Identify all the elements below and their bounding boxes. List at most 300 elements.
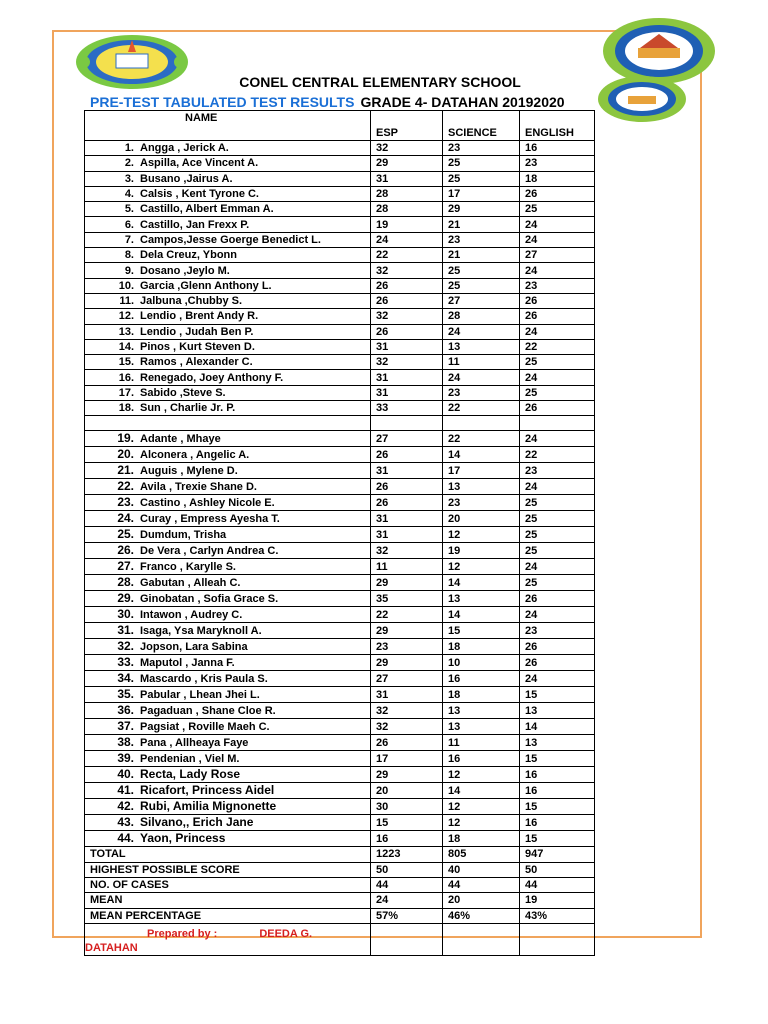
table-row [85,543,595,559]
student-number: 22. [117,479,134,494]
esp-score: 29 [371,767,443,783]
student-cell [85,232,371,247]
english-score: 15 [520,799,595,815]
table-row [85,463,595,479]
student-number: 34. [117,671,134,686]
student-name: De Vera , Carlyn Andrea C. [140,545,279,558]
esp-score: 32 [371,355,443,370]
prepared-by-name: DEEDA G. [259,927,313,940]
esp-score: 26 [371,324,443,339]
english-score: 13 [520,703,595,719]
student-number: 18. [118,402,134,415]
esp-summary: 24 [371,893,443,908]
student-number: 4. [124,188,134,201]
student-cell [85,479,371,495]
student-name: Castillo, Albert Emman A. [140,203,274,216]
student-number: 7. [124,233,134,246]
english-score: 24 [520,217,595,232]
esp-score: 29 [371,575,443,591]
table-row [85,671,595,687]
science-score: 17 [443,186,520,201]
science-score: 22 [443,431,520,447]
science-score: 13 [443,719,520,735]
student-name: Pagsiat , Roville Maeh C. [140,721,270,734]
student-cell [85,141,371,156]
esp-score: 26 [371,293,443,308]
science-score: 24 [443,324,520,339]
english-score: 14 [520,719,595,735]
science-summary: 46% [443,908,520,923]
english-score: 16 [520,815,595,831]
english-score: 26 [520,186,595,201]
report-title [90,94,565,110]
table-row [85,639,595,655]
student-number: 2. [124,157,134,170]
english-score: 24 [520,607,595,623]
student-cell [85,735,371,751]
esp-score: 31 [371,171,443,186]
student-name: Busano ,Jairus A. [140,172,233,185]
table-row [85,831,595,847]
english-summary: 50 [520,862,595,877]
student-cell [85,591,371,607]
student-name: Garcia ,Glenn Anthony L. [140,279,272,292]
table-row [85,156,595,171]
english-score: 26 [520,655,595,671]
student-name: Sun , Charlie Jr. P. [140,402,236,415]
student-name: Mascardo , Kris Paula S. [140,673,268,686]
english-score: 25 [520,355,595,370]
summary-label: HIGHEST POSSIBLE SCORE [85,862,371,877]
table-row [85,815,595,831]
table-row [85,559,595,575]
student-number: 12. [118,310,134,323]
student-number: 14. [118,341,134,353]
student-cell [85,719,371,735]
table-row [85,511,595,527]
table-row [85,447,595,463]
student-name: Pagaduan , Shane Cloe R. [140,705,276,718]
table-row [85,591,595,607]
summary-row [85,893,595,908]
student-number: 19. [117,431,134,446]
science-score: 20 [443,511,520,527]
table-row [85,495,595,511]
summary-row [85,877,595,892]
table-row [85,767,595,783]
english-summary: 19 [520,893,595,908]
table-row [85,655,595,671]
science-score: 16 [443,671,520,687]
student-number: 24. [117,511,134,526]
table-row [85,799,595,815]
esp-score: 15 [371,815,443,831]
student-number: 11. [119,295,134,308]
student-cell [85,815,371,831]
science-score: 11 [443,735,520,751]
school-name: CONEL CENTRAL ELEMENTARY SCHOOL [239,74,521,90]
english-score: 25 [520,527,595,543]
esp-score: 16 [371,831,443,847]
table-row [85,479,595,495]
esp-score: 31 [371,687,443,703]
prepared-by-row [85,923,595,955]
esp-score: 31 [371,463,443,479]
student-name: Curay , Empress Ayesha T. [140,513,280,526]
student-number: 35. [117,687,134,702]
esp-score: 32 [371,719,443,735]
english-summary: 43% [520,908,595,923]
student-cell [85,431,371,447]
english-score: 25 [520,511,595,527]
student-name: Dumdum, Trisha [140,529,227,542]
english-score: 24 [520,324,595,339]
student-cell [85,687,371,703]
student-name: Lendio , Judah Ben P. [140,325,254,338]
student-number: 37. [117,719,134,734]
english-score: 25 [520,495,595,511]
student-name: Isaga, Ysa Maryknoll A. [140,625,262,638]
report-title-grade: GRADE 4- DATAHAN 20192020 [360,94,565,110]
student-cell [85,355,371,370]
student-name: Adante , Mhaye [140,433,221,446]
report-title-main: PRE-TEST TABULATED TEST RESULTS [90,94,355,110]
student-name: Pana , Allheaya Faye [140,737,249,750]
esp-summary: 44 [371,877,443,892]
student-cell [85,248,371,263]
esp-score: 27 [371,671,443,687]
student-cell [85,339,371,354]
english-summary: 947 [520,847,595,862]
science-score: 18 [443,687,520,703]
english-score: 26 [520,591,595,607]
esp-score: 29 [371,156,443,171]
student-number: 8. [124,249,134,262]
student-number: 15. [118,356,134,369]
english-score: 24 [520,671,595,687]
student-cell [85,527,371,543]
esp-score: 23 [371,639,443,655]
prepared-by-cell [85,923,371,955]
english-score: 23 [520,156,595,171]
english-score: 26 [520,639,595,655]
student-number: 40. [117,767,134,782]
table-row [85,293,595,308]
student-cell [85,767,371,783]
english-score: 22 [520,339,595,354]
table-row [85,623,595,639]
student-name: Calsis , Kent Tyrone C. [140,188,259,201]
student-cell [85,278,371,293]
english-score: 24 [520,263,595,278]
table-row [85,607,595,623]
table-row [85,385,595,400]
summary-label: TOTAL [85,847,371,862]
student-name: Pabular , Lhean Jhei L. [140,689,260,702]
esp-score: 29 [371,623,443,639]
esp-score: 27 [371,431,443,447]
student-number: 29. [117,591,134,606]
science-score: 18 [443,831,520,847]
student-cell [85,495,371,511]
esp-score: 31 [371,511,443,527]
english-score: 16 [520,783,595,799]
student-number: 23. [117,495,134,510]
student-cell [85,607,371,623]
esp-score: 26 [371,735,443,751]
table-row [85,370,595,385]
student-cell [85,559,371,575]
english-score: 25 [520,385,595,400]
table-row [85,232,595,247]
table-row [85,309,595,324]
student-cell [85,543,371,559]
student-name: Rubi, Amilia Mignonette [140,799,277,814]
science-score: 19 [443,543,520,559]
science-score: 11 [443,355,520,370]
student-number: 16. [118,371,134,384]
esp-score: 31 [371,527,443,543]
student-name: Castillo, Jan Frexx P. [140,218,250,231]
student-number: 33. [117,655,134,670]
table-row [85,735,595,751]
science-score: 25 [443,171,520,186]
student-name: Sabido ,Steve S. [140,386,226,399]
summary-row [85,908,595,923]
esp-score: 26 [371,447,443,463]
student-number: 42. [117,799,134,814]
english-score: 25 [520,543,595,559]
results-table [84,110,595,956]
science-score: 25 [443,263,520,278]
student-cell [85,671,371,687]
student-name: Jopson, Lara Sabina [140,641,248,654]
esp-score: 32 [371,703,443,719]
student-cell [85,171,371,186]
student-cell [85,217,371,232]
esp-summary: 1223 [371,847,443,862]
english-score: 24 [520,559,595,575]
science-score: 29 [443,202,520,217]
esp-column-header: ESP [371,126,443,141]
esp-score: 26 [371,495,443,511]
student-number: 1. [124,142,134,155]
science-score: 18 [443,639,520,655]
english-score: 15 [520,687,595,703]
student-name: Angga , Jerick A. [140,142,229,155]
esp-score: 35 [371,591,443,607]
science-summary: 44 [443,877,520,892]
student-number: 6. [124,218,134,231]
student-name: Yaon, Princess [140,831,226,846]
esp-score: 28 [371,202,443,217]
science-summary: 805 [443,847,520,862]
science-score: 17 [443,463,520,479]
table-row [85,186,595,201]
table-row [85,751,595,767]
student-number: 43. [117,815,134,830]
esp-score: 20 [371,783,443,799]
student-cell [85,799,371,815]
student-cell [85,186,371,201]
student-name: Auguis , Mylene D. [140,465,238,478]
table-row [85,575,595,591]
esp-score: 17 [371,751,443,767]
student-cell [85,783,371,799]
student-cell [85,751,371,767]
table-row [85,431,595,447]
esp-summary: 50 [371,862,443,877]
esp-summary: 57% [371,908,443,923]
english-score: 15 [520,831,595,847]
science-score: 13 [443,339,520,354]
student-number: 20. [117,447,134,462]
table-row [85,355,595,370]
table-row [85,687,595,703]
student-name: Ramos , Alexander C. [140,356,253,369]
student-cell [85,401,371,416]
science-score: 23 [443,385,520,400]
table-row [85,248,595,263]
student-cell [85,156,371,171]
prepared-by-label: Prepared by : [147,927,218,940]
esp-score: 11 [371,559,443,575]
english-column-header: ENGLISH [520,126,595,141]
student-number: 25. [117,527,134,542]
esp-score: 24 [371,232,443,247]
student-cell [85,293,371,308]
name-column-header: NAME [85,111,371,141]
esp-score: 33 [371,401,443,416]
student-name: Pinos , Kurt Steven D. [140,341,255,353]
summary-row [85,862,595,877]
science-score: 16 [443,751,520,767]
student-number: 26. [117,543,134,558]
student-number: 39. [117,751,134,766]
student-number: 38. [117,735,134,750]
science-score: 14 [443,575,520,591]
table-header-row [85,111,595,126]
spacer-row [85,416,595,431]
science-score: 10 [443,655,520,671]
english-score: 26 [520,401,595,416]
science-score: 21 [443,248,520,263]
science-score: 12 [443,799,520,815]
esp-score: 26 [371,479,443,495]
english-score: 23 [520,463,595,479]
student-name: Ginobatan , Sofia Grace S. [140,593,279,606]
esp-score: 31 [371,385,443,400]
student-number: 30. [117,607,134,622]
english-score: 24 [520,479,595,495]
science-score: 14 [443,783,520,799]
prepared-by-surname: DATAHAN [85,941,138,954]
table-row [85,783,595,799]
table-row [85,401,595,416]
english-score: 13 [520,735,595,751]
english-score: 25 [520,202,595,217]
english-score: 26 [520,293,595,308]
english-score: 27 [520,248,595,263]
student-name: Maputol , Janna F. [140,657,235,670]
student-number: 44. [117,831,134,846]
student-number: 9. [124,264,134,277]
esp-score: 26 [371,278,443,293]
student-cell [85,324,371,339]
student-number: 31. [117,623,134,638]
esp-score: 31 [371,370,443,385]
student-name: Lendio , Brent Andy R. [140,310,259,323]
table-row [85,263,595,278]
student-cell [85,463,371,479]
esp-score: 22 [371,607,443,623]
student-name: Avila , Trexie Shane D. [140,481,257,494]
student-number: 3. [124,172,134,185]
student-name: Gabutan , Alleah C. [140,577,241,590]
table-row [85,703,595,719]
table-row [85,217,595,232]
english-score: 23 [520,623,595,639]
student-cell [85,639,371,655]
science-score: 24 [443,370,520,385]
english-score: 24 [520,431,595,447]
student-cell [85,831,371,847]
english-score: 23 [520,278,595,293]
student-number: 10. [118,279,134,292]
student-name: Alconera , Angelic A. [140,449,250,462]
student-name: Recta, Lady Rose [140,767,241,782]
english-score: 16 [520,141,595,156]
table-row [85,278,595,293]
science-score: 13 [443,703,520,719]
science-score: 23 [443,232,520,247]
student-cell [85,263,371,278]
science-score: 13 [443,591,520,607]
summary-label: MEAN PERCENTAGE [85,908,371,923]
esp-score: 32 [371,141,443,156]
esp-score: 32 [371,543,443,559]
science-score: 12 [443,767,520,783]
student-cell [85,370,371,385]
student-cell [85,202,371,217]
science-score: 23 [443,141,520,156]
english-score: 24 [520,370,595,385]
table-row [85,141,595,156]
table-row [85,719,595,735]
esp-score: 30 [371,799,443,815]
student-name: Aspilla, Ace Vincent A. [140,157,259,170]
english-summary: 44 [520,877,595,892]
summary-row [85,847,595,862]
science-score: 25 [443,156,520,171]
esp-score: 22 [371,248,443,263]
table-row [85,339,595,354]
esp-score: 28 [371,186,443,201]
student-number: 28. [117,575,134,590]
student-name: Ricafort, Princess Aidel [140,783,275,798]
student-name: Dosano ,Jeylo M. [140,264,230,277]
student-number: 27. [117,559,134,574]
student-cell [85,703,371,719]
esp-score: 32 [371,309,443,324]
student-cell [85,309,371,324]
english-score: 18 [520,171,595,186]
student-cell [85,447,371,463]
student-number: 5. [124,203,134,216]
science-score: 23 [443,495,520,511]
student-name: Renegado, Joey Anthony F. [140,371,284,384]
student-name: Castino , Ashley Nicole E. [140,497,275,510]
